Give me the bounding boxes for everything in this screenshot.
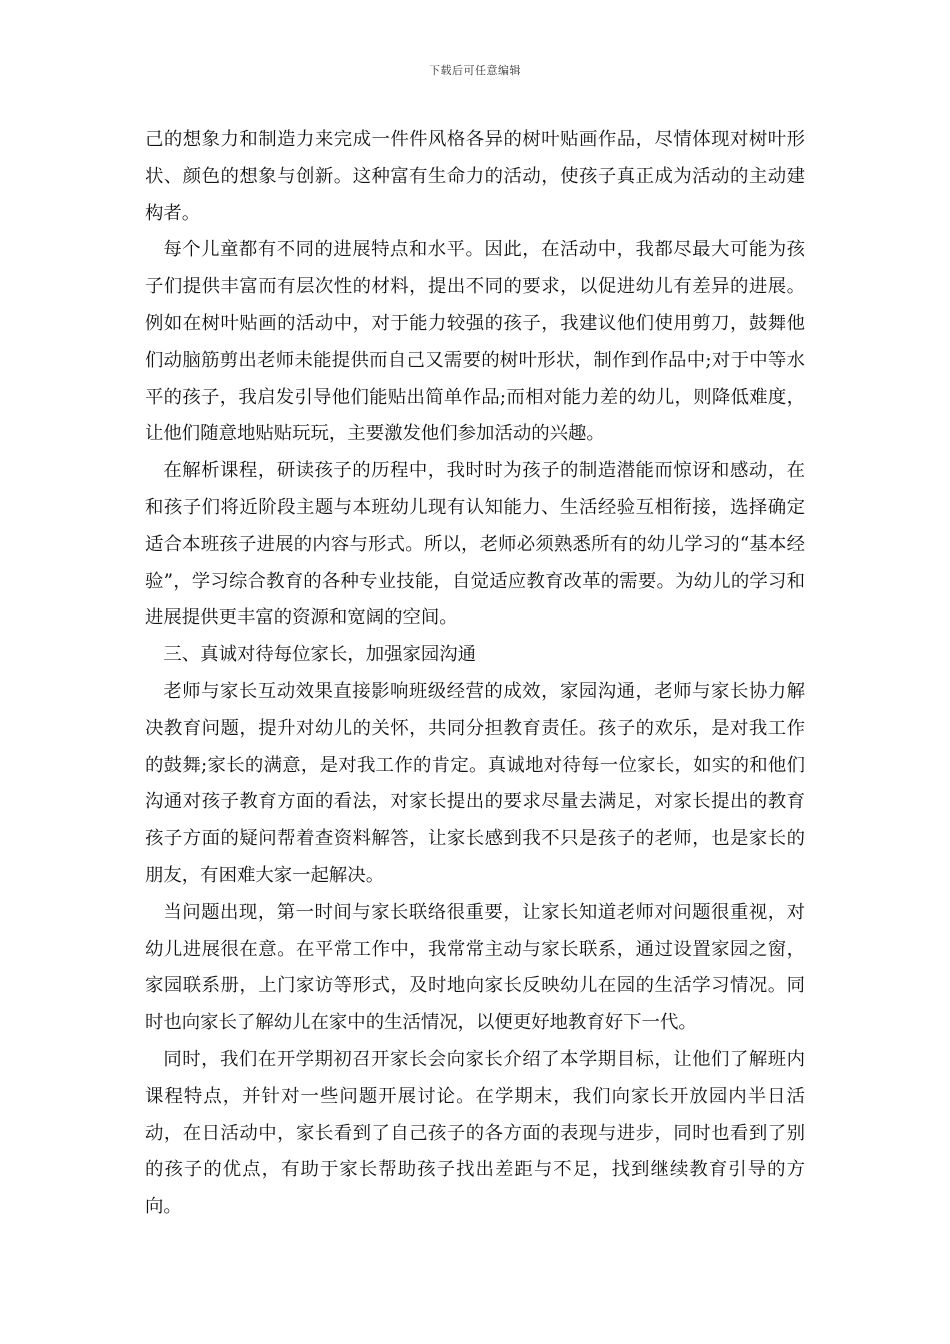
paragraph: 同时，我们在开学期初召开家长会向家长介绍了本学期目标，让他们了解班内课程特点，并针对一些问题开展讨论。在学期末，我们向家长开放园内半日活动，在日活动中，家长看到了自己孩子的各方面的表现与进步，同时也看到了别的孩子的优点，有助于家长帮助孩子找出差距与不足，找到继续教育引导的方向。: [145, 1048, 805, 1218]
paragraph: 当问题出现，第一时间与家长联络很重要，让家长知道老师对问题很重视，对幼儿进展很在意。在平常工作中，我常常主动与家长联系，通过设置家园之窗，家园联系册，上门家访等形式，及时地向家长反映幼儿在园的生活学习情况。同时也向家长了解幼儿在家中的生活情况，以便更好地教育好下一代。: [145, 901, 805, 1034]
document-body: [145, 122, 805, 1226]
section-heading: 三、真诚对待每位家长，加强家园沟通: [163, 644, 477, 666]
page-header: 下载后可任意编辑: [429, 64, 521, 77]
paragraph: 每个儿童都有不同的进展特点和水平。因此，在活动中，我都尽最大可能为孩子们提供丰富而有层次性的材料，提出不同的要求，以促进幼儿有差异的进展。例如在树叶贴画的活动中，对于能力较强的孩子，我建议他们使用剪刀，鼓舞他们动脑筋剪出老师未能提供而自己又需要的树叶形状，制作到作品中;对于中等水平的孩子，我启发引导他们能贴出简单作品;而相对能力差的幼儿，则降低难度，让他们随意地贴贴玩玩，主要激发他们参加活动的兴趣。: [145, 239, 805, 445]
paragraph: 老师与家长互动效果直接影响班级经营的成效，家园沟通，老师与家长协力解决教育问题，提升对幼儿的关怀，共同分担教育责任。孩子的欢乐，是对我工作的鼓舞;家长的满意，是对我工作的肯定。真诚地对待每一位家长，如实的和他们沟通对孩子教育方面的看法，对家长提出的要求尽量去满足，对家长提出的教育孩子方面的疑问帮着查资料解答，让家长感到我不只是孩子的老师，也是家长的朋友，有困难大家一起解决。: [145, 680, 805, 886]
paragraph: 在解析课程，研读孩子的历程中，我时时为孩子的制造潜能而惊讶和感动，在和孩子们将近阶段主题与本班幼儿现有认知能力、生活经验互相衔接，选择确定适合本班孩子进展的内容与形式。所以，老师必须熟悉所有的幼儿学习的“基本经验”，学习综合教育的各种专业技能，自觉适应教育改革的需要。为幼儿的学习和进展提供更丰富的资源和宽阔的空间。: [145, 460, 805, 629]
paragraph: 己的想象力和制造力来完成一件件风格各异的树叶贴画作品，尽情体现对树叶形状、颜色的想象与创新。这种富有生命力的活动，使孩子真正成为活动的主动建构者。: [145, 129, 805, 224]
